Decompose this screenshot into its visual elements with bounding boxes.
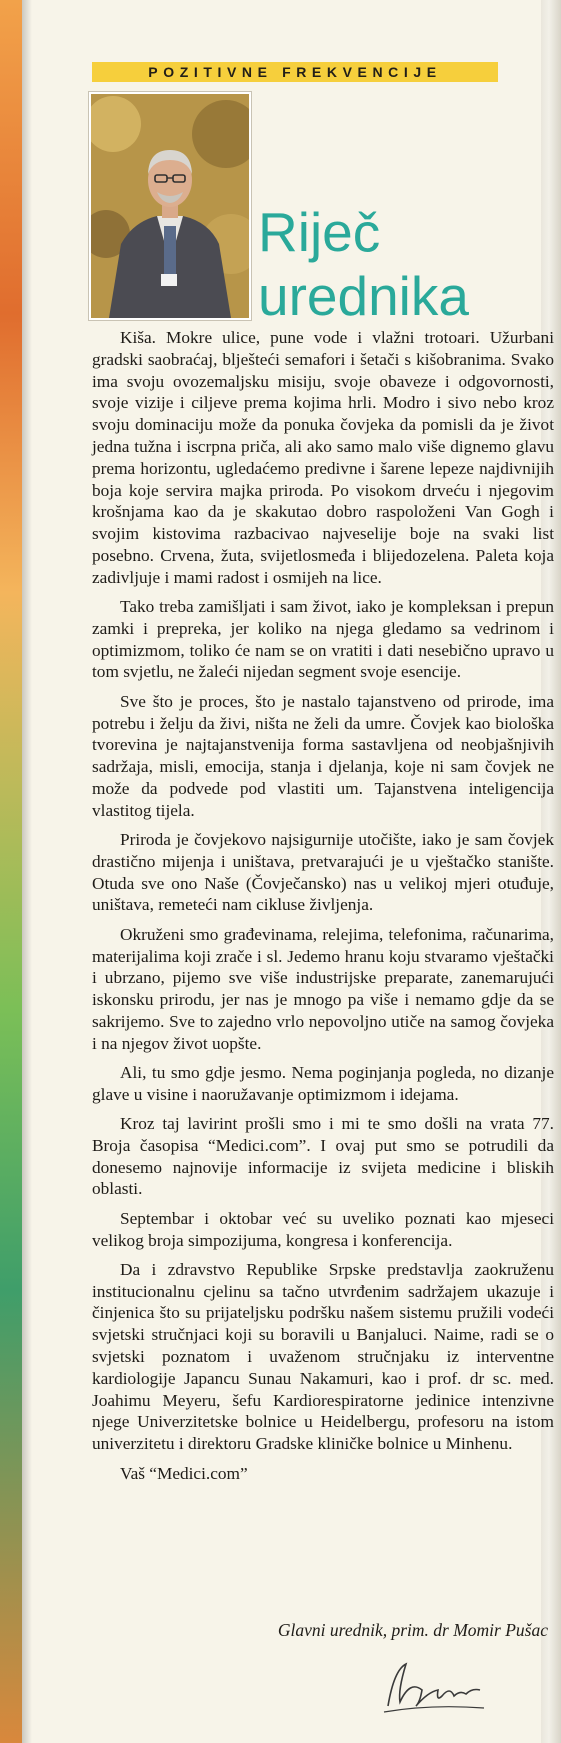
editorial-body	[92, 327, 554, 1492]
editor-portrait-photo	[89, 92, 251, 320]
paragraph: Sve što je proces, što je nastalo tajanstveno od prirode, ima potrebu i želju da živi, ništa ne želi da umre. Čovjek kao biološka tvorevina je najtajanstvenija forma sastavljena od neobjašnjivih sadržaja, misli, emocija, stanja i djelanja, koje ni sam čovjek ne može da podvede pod vlastiti um. Tajanstvena inteligencija vlastitog tijela.	[92, 691, 554, 820]
section-label: POZITIVNE FREKVENCIJE	[92, 62, 498, 82]
title-line-2: urednika	[258, 265, 469, 327]
paragraph: Da i zdravstvo Republike Srpske predstavlja zaokruženu institucionalnu cjelinu sa tačno utvrđenim sadržajem ukazuje i činjenica što su prijateljsku podršku našem sistemu pružili vodeći svjetski stručnjaci koji su boravili u Banjaluci. Naime, radi se o svjetski poznatom i uvaženom stručnjaku iz interventne kardiologije Japancu Sunau Nakamuri, kao i prof. dr sc. med. Joahimu Meyeru, šefu Kardiorespiratorne jedinice intenzivne njege Univerzitetske bolnice u Heidelbergu, profesoru na istom univerzitetu i direktoru Gradske kliničke bolnice u Minhenu.	[92, 1259, 554, 1454]
paragraph: Okruženi smo građevinama, relejima, telefonima, računarima, materijalima koji zrače i sl. Jedemo hranu koju stvaramo vještački i ubrzano, pijemo sve više industrijske preparate, zanemarujući iskonsku prirodu, jer nas je mnogo pa više i nemamo gdje da se sakrijemo. Sve to zajedno vrlo nepovoljno utiče na samog čovjeka i na njegov život uopšte.	[92, 924, 554, 1053]
handwritten-signature-icon	[380, 1650, 490, 1722]
paragraph: Ali, tu smo gdje jesmo. Nema poginjanja pogleda, no dizanje glave u visine i naoružavanje optimizmom i idejama.	[92, 1063, 554, 1104]
paragraph: Tako treba zamišljati i sam život, iako je kompleksan i prepun zamki i prepreka, jer koliko na njega gledamo sa vedrinom i optimizmom, toliko će nam se on vratiti i dati nesebično upravo u tom svjetlu, ne žaleći nijedan segment svoje esencije.	[92, 597, 554, 682]
spine-shadow	[22, 0, 32, 1743]
title-line-1: Riječ	[258, 201, 381, 263]
page-title	[258, 200, 498, 328]
paragraph: Kroz taj lavirint prošli smo i mi te smo došli na vrata 77. Broja časopisa “Medici.com”. I ovaj put smo se potrudili da donesemo najnovije informacije iz svijeta medicine i bliskih oblasti.	[92, 1114, 554, 1199]
paragraph: Septembar i oktobar već su uveliko poznati kao mjeseci velikog broja simpozijuma, kongresa i konferencija.	[92, 1208, 554, 1250]
editor-signature-line: Glavni urednik, prim. dr Momir Pušac	[277, 1620, 548, 1640]
paragraph: Kiša. Mokre ulice, pune vode i vlažni trotoari. Užurbani gradski saobraćaj, blještеći semafori i šetači s kišobranima. Svako ima svoju ovozemaljsku misiju, svoje obaveze i odgovornosti, svoje vizije i ciljeve prema kojima hrli. Modro i sivo nebo kroz svoju dominaciju može da ponuka čovjeka da pomisli da je život jedna tužna i iscrpna priča, ali ako samo malo više dignemo glavu prema horizontu, ugledaćemo predivne i šarene lepeze najdivnijih boja koje servira majka priroda. Po visokom drveću i njegovim krošnjama kao da je skakutao dobro raspoloženi Van Gogh i svojim kistovima razbacivao najveselije boje na svaki list posebno. Crvena, žuta, svijetlosmeđa i blijedozelena. Paleta koja zadivljuje i mami radost i osmijeh na lice.	[92, 328, 554, 587]
magazine-spine-edge	[0, 0, 22, 1743]
paragraph: Priroda je čovjekovo najsigurnije utočište, iako je sam čovjek drastično mijenja i uništava, pretvarajući je u vještačko stanište. Otuda sve ono Naše (Čovječansko) nas u velikoj mjeri otuđuje, uništava, remeteći nam cikluse življenja.	[92, 830, 554, 915]
paragraph: Vaš “Medici.com”	[120, 1463, 248, 1483]
portrait-illustration	[91, 94, 249, 318]
